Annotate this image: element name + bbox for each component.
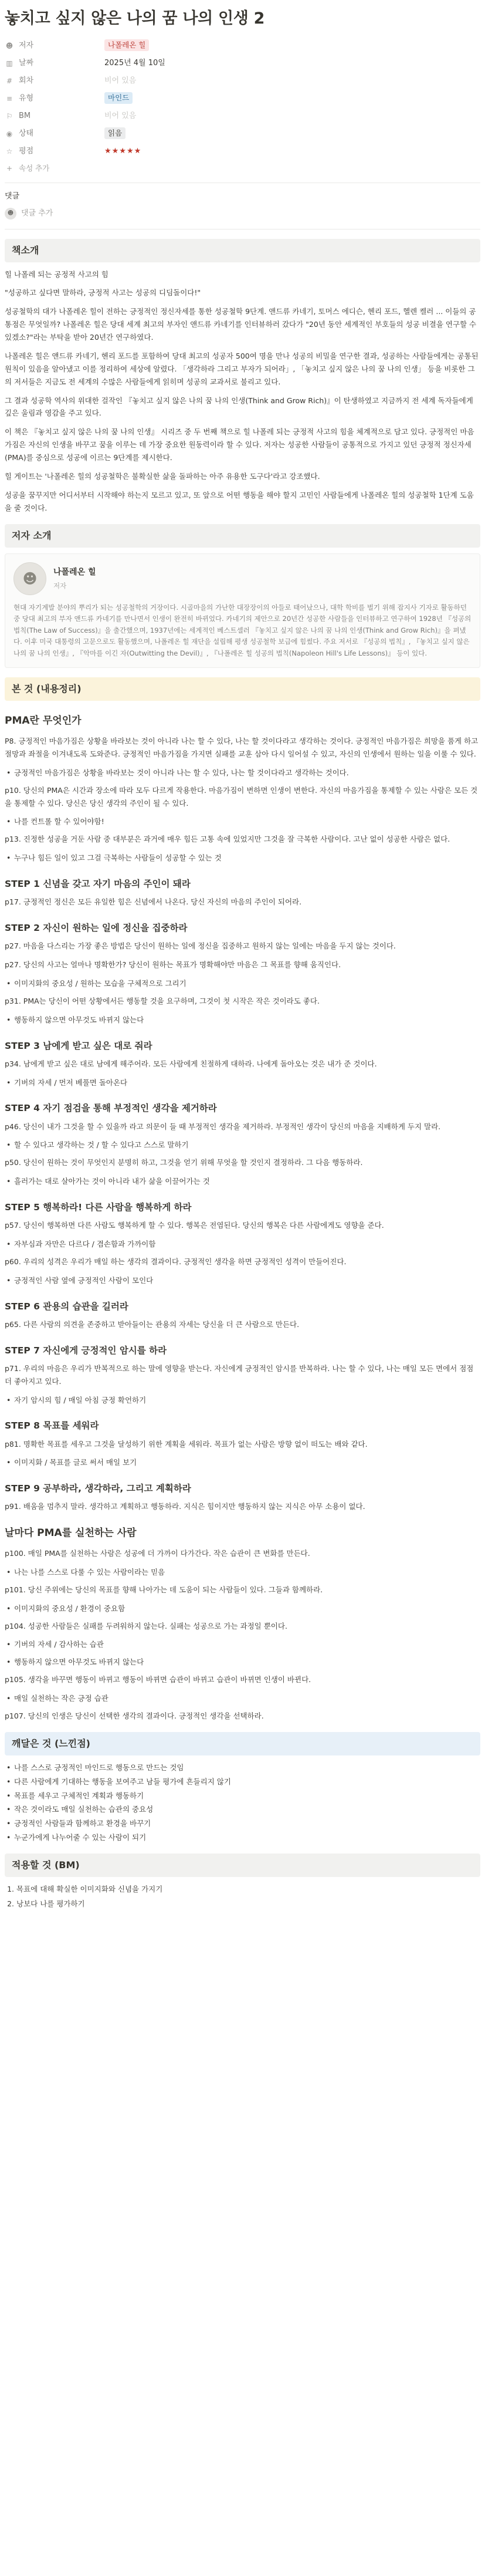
note-paragraph: p10. 당신의 PMA은 시간과 장소에 따라 모두 다르게 작용한다. 마음가짐이 변하면 인생이 변한다. 자신의 마음가짐을 통제할 수 있는 사람은 모든 것을 통제할 수 있다. 당신은 당신 생각의 주인이 될 수 있다. (5, 785, 478, 808)
note-paragraph: p101. 당신 주위에는 당신의 목표를 향해 나아가는 데 도움이 되는 사람들이 있다. 그들과 함께하라. (5, 1585, 323, 1594)
note-bullet: • 기버의 자세 / 먼저 베풀면 돌아온다 (5, 1076, 480, 1089)
section-header-author: 저자 소개 (5, 524, 480, 548)
property-author[interactable] (5, 37, 480, 55)
property-value[interactable] (104, 127, 480, 141)
note-bullet-list (5, 1394, 480, 1407)
note-bullet: • 흘러가는 대로 살아가는 것이 아니라 내가 삶을 이끌어가는 것 (5, 1175, 480, 1188)
avatar: ☻ (5, 208, 16, 220)
note-bullet: • 누구나 힘든 일이 있고 그걸 극복하는 사람들이 성공할 수 있는 것 (5, 852, 480, 865)
note-paragraph: p71. 우리의 마음은 우리가 반복적으로 하는 말에 영향을 받는다. 자신에게 긍정적인 암시를 반복하라. 나는 할 수 있다, 나는 매일 모든 면에서 점점 더 좋아지고 있다. (5, 1363, 474, 1386)
author-photo: ☻ (13, 562, 46, 595)
note-paragraph: p27. 당신의 사고는 얼마나 명확한가? 당신이 원하는 목표가 명확해야만 마음은 그 목표를 향해 움직인다. (5, 960, 341, 970)
learned-item: • 누군가에게 나누어줄 수 있는 사람이 되기 (5, 1831, 480, 1844)
apply-list (16, 1883, 480, 1910)
note-bullet-list (5, 1076, 480, 1089)
rating-stars: ★★★★★ (104, 146, 142, 156)
note-bullet: • 자기 암시의 힘 / 매일 아침 긍정 확언하기 (5, 1394, 480, 1407)
section-header-apply: 적용할 것 (BM) (5, 1853, 480, 1877)
step-heading: STEP 6 관용의 습관을 길러라 (5, 1301, 128, 1312)
author-tag: 나폴레온 힐 (104, 39, 149, 51)
note-bullet: • 나를 컨트롤 할 수 있어야함! (5, 815, 480, 828)
property-value[interactable] (104, 145, 480, 158)
step-heading: STEP 3 남에게 받고 싶은 대로 줘라 (5, 1040, 152, 1051)
property-key (5, 127, 104, 141)
note-paragraph: p107. 당신의 인생은 당신이 선택한 생각의 결과이다. 긍정적인 생각을 선택하라. (5, 1711, 264, 1720)
comment-input-row[interactable] (5, 207, 480, 221)
note-bullet-list (5, 1139, 480, 1152)
note-bullet-list (5, 1638, 480, 1651)
note-bullet-list (5, 815, 480, 828)
note-paragraph: p46. 당신이 내가 그것을 할 수 있을까 라고 의문이 들 때 부정적인 생각을 제거하라. 부정적인 생각이 당신의 마음을 지배하게 두지 말라. (5, 1122, 441, 1131)
status-icon: ◉ (6, 130, 13, 139)
section-header-content: 본 것 (내용정리) (5, 677, 480, 701)
step-heading: STEP 7 자신에게 긍정적인 암시를 하라 (5, 1345, 167, 1356)
add-property-label: 속성 추가 (19, 164, 50, 173)
property-value[interactable] (104, 39, 480, 53)
note-paragraph: p34. 남에게 받고 싶은 대로 남에게 해주어라. 모든 사람에게 친절하게 대하라. 나에게 돌아오는 것은 내가 준 것이다. (5, 1059, 377, 1068)
note-bullet: • 할 수 있다고 생각하는 것 / 할 수 있다고 스스로 말하기 (5, 1139, 480, 1152)
property-episode[interactable] (5, 72, 480, 90)
summary-paragraph: 성공을 꿈꾸지만 어디서부터 시작해야 하는지 모르고 있고, 또 앞으로 어떤 행동을 해야 할지 고민인 사람들에게 나폴레온 힐의 성공철학 1단계 도움을 줄 것이다. (5, 490, 474, 512)
content-notes (5, 713, 480, 1723)
note-bullet: • 자부심과 자만은 다르다 / 겸손함과 가까이함 (5, 1238, 480, 1251)
property-key (5, 39, 104, 53)
note-paragraph: p17. 긍정적인 정신은 모든 유일한 힘은 신념에서 나온다. 당신 자신의 마음의 주인이 되어라. (5, 897, 302, 907)
note-paragraph: p60. 우리의 성격은 우리가 매일 하는 생각의 결과이다. 긍정적인 생각을 하면 긍정적인 성격이 만들어진다. (5, 1257, 347, 1266)
learned-item: • 목표를 세우고 구체적인 계획과 행동하기 (5, 1790, 480, 1802)
content-heading: 날마다 PMA를 실천하는 사람 (5, 1527, 137, 1539)
content-heading: PMA란 무엇인가 (5, 715, 82, 727)
property-date[interactable] (5, 55, 480, 72)
property-key (5, 145, 104, 158)
note-bullet: • 행동하지 않으면 아무것도 바뀌지 않는다 (5, 1656, 480, 1669)
note-bullet: • 행동하지 않으면 아무것도 바뀌지 않는다 (5, 1014, 480, 1027)
note-bullet-list (5, 1238, 480, 1251)
property-type[interactable] (5, 90, 480, 107)
author-role: 저자 (53, 581, 67, 590)
note-bullet-list (5, 852, 480, 865)
step-heading: STEP 2 자신이 원하는 일에 정신을 집중하라 (5, 923, 188, 934)
note-paragraph: p65. 다른 사람의 의견을 존중하고 받아들이는 관용의 자세는 당신을 더 큰 사람으로 만든다. (5, 1319, 300, 1329)
note-bullet-list (5, 1456, 480, 1469)
status-tag: 읽음 (104, 127, 126, 139)
comment-input[interactable]: 댓글 추가 (21, 208, 53, 218)
author-header (13, 562, 472, 595)
note-paragraph: p31. PMA는 당신이 어떤 상황에서든 행동할 것을 요구하며, 그것이 첫 시작은 작은 것이라도 좋다. (5, 996, 320, 1005)
note-paragraph: p81. 명확한 목표를 세우고 그것을 달성하기 위한 계획을 세워라. 목표가 없는 사람은 방향 없이 떠도는 배와 같다. (5, 1439, 368, 1449)
note-paragraph: P8. 긍정적인 마음가짐은 상황을 바라보는 것이 아니라 나는 할 수 있다, 나는 할 것이다라고 생각하는 것이다. 긍정적인 마음가짐은 희망을 품게 하고 절망과 좌절을 이겨내도록 도와준다. 긍정적인 마음가짐을 가지면 실패를 교훈 삼아 다시 일어설 수 있고, 자신의 인생에서 원하는 일을 이룰 수 있다. (5, 737, 479, 758)
learned-item: • 작은 것이라도 매일 실천하는 습관의 중요성 (5, 1803, 480, 1816)
property-key (5, 75, 104, 88)
section-header-learned: 깨달은 것 (느낀점) (5, 1732, 480, 1755)
note-bullet: • 이미지화 / 목표를 글로 써서 매일 보기 (5, 1456, 480, 1469)
learned-item: • 다른 사람에게 기대하는 행동을 보여주고 남들 평가에 흔들리지 않기 (5, 1775, 480, 1788)
summary-paragraph: 이 책은 『놓치고 싶지 않은 나의 꿈 나의 인생』 시리즈 중 두 번째 책으로 힐 나폴레 되는 긍정적 사고의 힘을 체계적으로 담고 있다. 긍정적인 마음가짐은 자신의 인생을 바꾸고 꿈을 이루는 데 가장 중요한 원동력이라 할 수 있다. 저자는 성공한 사람들이 공통적으로 가지고 있던 긍정적 정신자세(PMA)를 중심으로 성공에 이르는 9단계를 제시한다. (5, 427, 474, 462)
note-bullet-list (5, 1274, 480, 1287)
properties-table (5, 37, 480, 177)
learned-item: • 나를 스스로 긍정적인 마인드로 행동으로 만드는 것임 (5, 1761, 480, 1774)
note-bullet-list (5, 767, 480, 779)
note-bullet: • 기버의 자세 / 감사하는 습관 (5, 1638, 480, 1651)
person-icon: ☻ (5, 42, 13, 50)
plus-icon: + (6, 164, 13, 173)
list-icon: ≡ (6, 94, 13, 103)
step-heading: STEP 4 자기 점검을 통해 부정적인 생각을 제거하라 (5, 1103, 217, 1114)
learned-list (5, 1761, 480, 1844)
note-bullet-list (5, 1692, 480, 1705)
summary-paragraph: "성공하고 싶다면 말하라, 긍정적 사고는 성공의 디딤돌이다!" (5, 288, 201, 298)
property-value[interactable]: 2025년 4월 10일 (104, 58, 165, 67)
bookmark-icon: ⚐ (6, 112, 13, 121)
note-bullet: • 이미지화의 중요성 / 원하는 모습을 구체적으로 그리기 (5, 977, 480, 990)
step-heading: STEP 5 행복하라! 다른 사람을 행복하게 하라 (5, 1202, 192, 1213)
property-value[interactable]: 비어 있음 (104, 111, 137, 120)
summary-block (5, 268, 480, 515)
note-paragraph: p105. 생각을 바꾸면 행동이 바뀌고 행동이 바뀌면 습관이 바뀌고 습관이 바뀌면 인생이 바뀐다. (5, 1675, 311, 1684)
step-heading: STEP 1 신념을 갖고 자기 마음의 주인이 돼라 (5, 879, 191, 890)
learned-item: • 긍정적인 사람들과 함께하고 환경을 바꾸기 (5, 1817, 480, 1830)
hash-icon: # (6, 77, 13, 86)
star-icon: ☆ (6, 147, 13, 156)
property-key (5, 57, 104, 70)
apply-item: 1. 목표에 대해 확실한 이미지화와 신념을 가지기 (16, 1883, 480, 1896)
property-rating[interactable] (5, 143, 480, 160)
note-bullet-list (5, 1656, 480, 1669)
note-paragraph: p91. 배움을 멈추지 말라. 생각하고 계획하고 행동하라. 지식은 힘이지만 행동하지 않는 지식은 아무 소용이 없다. (5, 1502, 365, 1511)
property-key-label: 회차 (19, 76, 34, 85)
author-card (5, 553, 480, 669)
property-status[interactable] (5, 125, 480, 143)
property-key (5, 110, 104, 123)
apply-item: 2. 낭보다 나를 평가하기 (16, 1898, 480, 1910)
note-bullet-list (5, 1566, 480, 1579)
property-value[interactable]: 비어 있음 (104, 76, 137, 85)
note-bullet: • 나는 나를 스스로 다룰 수 있는 사람이라는 믿음 (5, 1566, 480, 1579)
comments-label: 댓글 (5, 192, 20, 201)
step-heading: STEP 9 공부하라, 생각하라, 그리고 계획하라 (5, 1483, 191, 1494)
summary-paragraph: 힐 게이트는 '나폴레온 힐의 성공철학은 불확실한 삶을 돌파하는 아주 유용한 도구다'라고 강조했다. (5, 471, 320, 481)
summary-paragraph: 그 결과 성공학 역사의 위대한 걸작인 『놓치고 싶지 않은 나의 꿈 나의 인생(Think and Grow Rich)』이 탄생하였고 지금까지 전 세계 독자들에게 깊은 울림과 영감을 주고 있다. (5, 396, 473, 418)
summary-paragraph: 나폴레온 힐은 앤드류 카네기, 헨리 포드를 포함하여 당대 최고의 성공자 500여 명을 만나 성공의 비밀을 연구한 결과, 성공하는 사람들에게는 공통된 원칙이 있음을 알아냈고 이를 정리하여 세상에 알렸다. 「생각하라 그리고 부자가 되어라」, 「놓치고 싶지 않은 나의 꿈 나의 인생」 등을 비롯한 그의 저서들은 지금도 전 세계의 수많은 사람들에게 읽히며 성공의 교과서로 불리고 있다. (5, 351, 479, 386)
note-paragraph: p27. 마음을 다스리는 가장 좋은 방법은 당신이 원하는 일에 정신을 집중하고 원하지 않는 일에는 마음을 두지 않는 것이다. (5, 941, 396, 951)
property-key-label: BM (19, 111, 31, 120)
note-bullet-list (5, 1175, 480, 1188)
property-value[interactable] (104, 92, 480, 106)
note-bullet: • 이미지화의 중요성 / 환경이 중요함 (5, 1602, 480, 1615)
summary-paragraph: 성공철학의 대가 나폴레온 힐이 전하는 긍정적인 정신자세를 통한 성공철학 9단계. 앤드류 카네기, 토머스 에디슨, 헨리 포드, 헬렌 켈러 ... 이들의 공통점은 무엇일까? 나폴레온 힐은 당대 세계 최고의 부자인 앤드류 카네기를 인터뷰하러 갔다가 "20년 동안 세계적인 부호들의 성공 비결을 연구할 수 있겠소?"라는 부탁을 받아 20년간 연구하였다. (5, 307, 477, 342)
note-bullet-list (5, 1602, 480, 1615)
add-property-button[interactable] (5, 160, 480, 177)
author-info (53, 565, 96, 592)
note-bullet: • 매일 실천하는 작은 긍정 습관 (5, 1692, 480, 1705)
property-key-label: 날짜 (19, 58, 34, 67)
property-key-label: 유형 (19, 93, 34, 103)
note-paragraph: p57. 당신이 행복하면 다른 사람도 행복하게 할 수 있다. 행복은 전염된다. 당신의 행복은 다른 사람에게도 영향을 준다. (5, 1221, 384, 1230)
section-header-summary: 책소개 (5, 239, 480, 262)
note-bullet-list (5, 1014, 480, 1027)
property-key-label: 평점 (19, 146, 34, 156)
type-tag: 마인드 (104, 92, 133, 104)
note-bullet: • 긍정적인 사람 옆에 긍정적인 사람이 모인다 (5, 1274, 480, 1287)
note-paragraph: p13. 진정한 성공을 거둔 사람 중 대부분은 과거에 매우 힘든 고통 속에 있었지만 그것을 잘 극복한 사람이다. 고난 없이 성공한 사람은 없다. (5, 835, 450, 844)
property-key (5, 92, 104, 106)
note-paragraph: p50. 당신이 원하는 것이 무엇인지 분명히 하고, 그것을 얻기 위해 무엇을 할 것인지 결정하라. 그 다음 행동하라. (5, 1158, 363, 1167)
property-key-label: 저자 (19, 40, 34, 50)
note-bullet: • 긍정적인 마음가짐은 상황을 바라보는 것이 아니라 나는 할 수 있다, 나는 할 것이다라고 생각하는 것이다. (5, 767, 480, 779)
note-bullet-list (5, 977, 480, 990)
summary-paragraph: 힐 나폴레 되는 공정적 사고의 힘 (5, 269, 108, 279)
author-name[interactable]: 나폴레온 힐 (53, 568, 96, 578)
property-key-label: 상태 (19, 129, 34, 138)
note-paragraph: p104. 성공한 사람들은 실패를 두려워하지 않는다. 실패는 성공으로 가는 과정일 뿐이다. (5, 1621, 287, 1630)
note-paragraph: p100. 매일 PMA를 실천하는 사람은 성공에 더 가까이 다가간다. 작은 습관이 큰 변화를 만든다. (5, 1549, 310, 1558)
calendar-icon: ▥ (6, 59, 13, 68)
author-bio: 현대 자기계발 분야의 뿌리가 되는 성공철학의 거장이다. 시골마을의 가난한 대장장이의 아들로 태어났으나, 대학 학비를 벌기 위해 잡지사 기자로 활동하던 중 당대 최고의 부자 앤드류 카네기를 만나면서 인생이 완전히 바뀌었다. 카네기의 제안으로 20년간 성공한 사람들을 인터뷰하고 연구하여 1928년 『성공의 법칙(The Law of Success)』을 출간했으며, 1937년에는 세계적인 베스트셀러 『놓치고 싶지 않은 나의 꿈 나의 인생(Think and Grow Rich)』을 펴냈다. 이후 미국 대통령의 고문으로도 활동했으며, 나폴레온 힐 재단을 설립해 평생 성공철학 보급에 힘썼다. 주요 저서로 『성공의 법칙』, 『놓치고 싶지 않은 나의 꿈 나의 인생』, 『악마를 이긴 자(Outwitting the Devil)』, 『나폴레온 힐 성공의 법칙(Napoleon Hill's Life Lessons)』 등이 있다. (13, 603, 472, 657)
step-heading: STEP 8 목표를 세워라 (5, 1420, 99, 1432)
property-bm[interactable] (5, 107, 480, 125)
page-title: 놓치고 싶지 않은 나의 꿈 나의 인생 2 (5, 9, 265, 28)
